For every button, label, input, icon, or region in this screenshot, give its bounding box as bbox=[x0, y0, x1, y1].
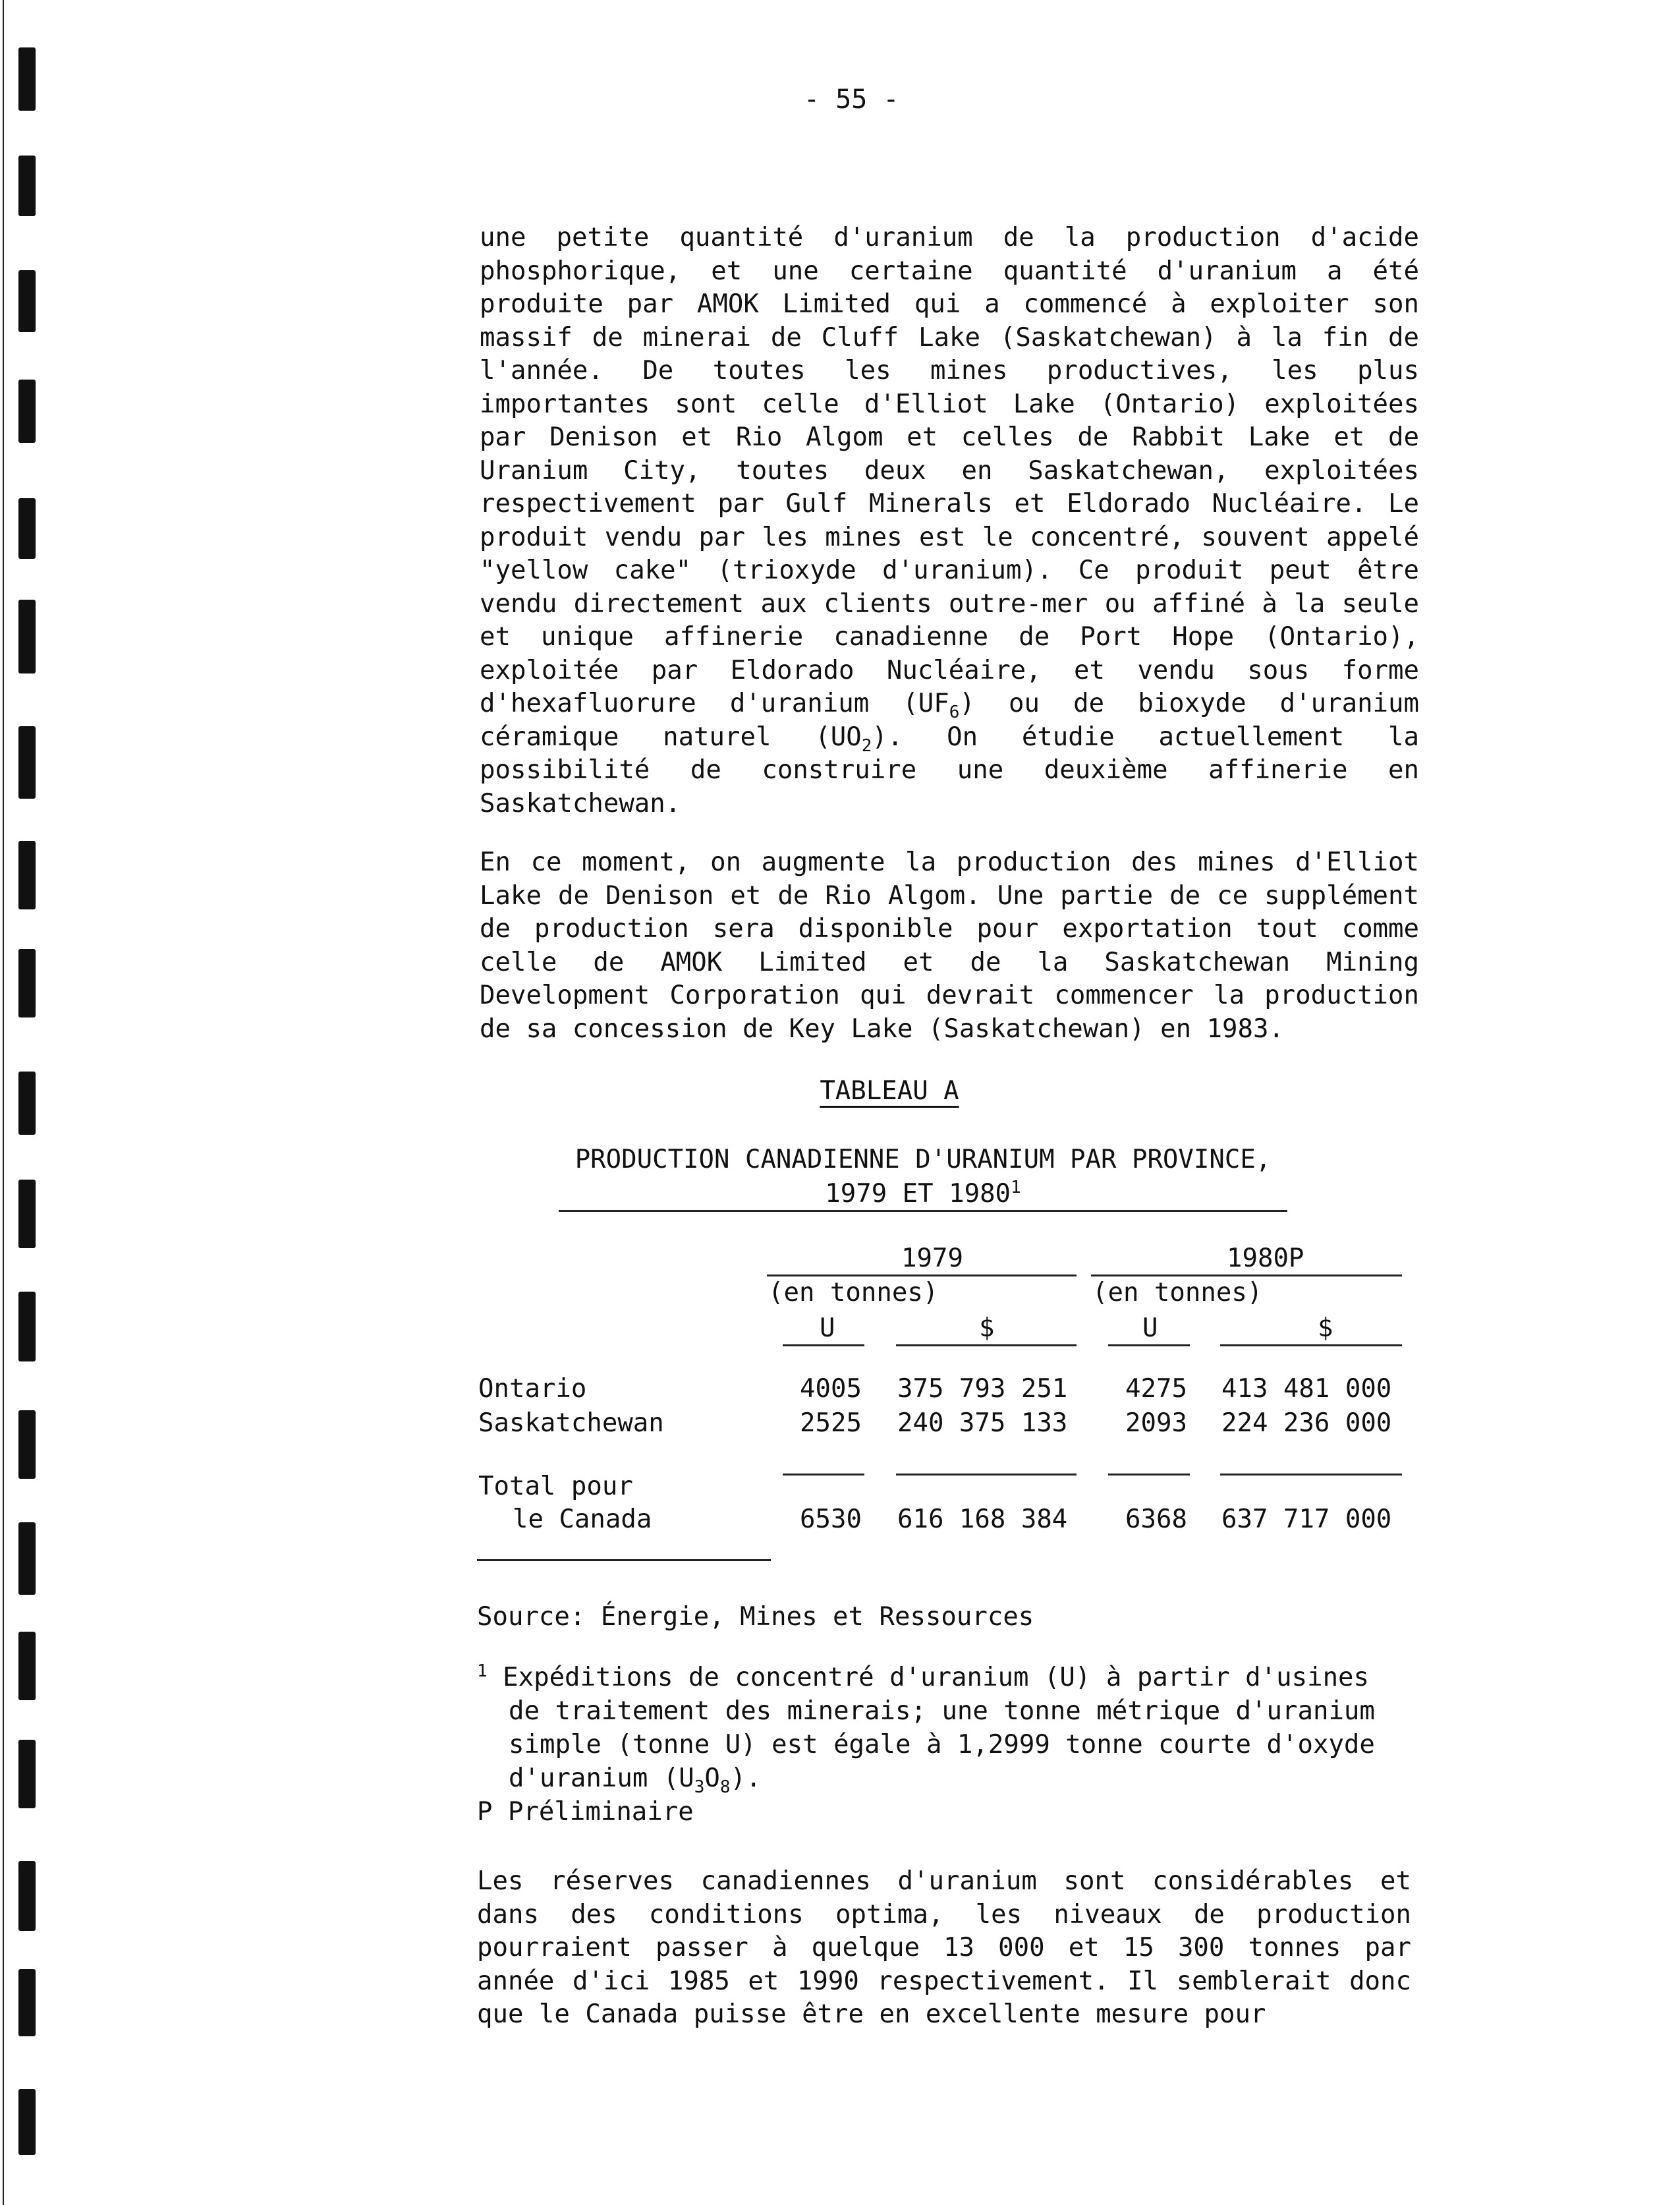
footnote-text: d'uranium (U bbox=[509, 1763, 694, 1793]
total-u-1979: 6530 bbox=[800, 1504, 862, 1534]
footnote-line bbox=[477, 1761, 1419, 1795]
binding-mark bbox=[18, 841, 36, 909]
column-header-u: U bbox=[820, 1313, 835, 1343]
cell-u-1979: 4005 bbox=[800, 1374, 862, 1404]
binding-mark bbox=[18, 1410, 36, 1479]
total-rule bbox=[1108, 1474, 1190, 1475]
footnote-text: ). bbox=[730, 1763, 762, 1793]
paragraph-text: ) ou de bioxyde d'uranium céramique naturel (UO bbox=[480, 689, 1419, 752]
footnote-mark: 1 bbox=[1011, 1178, 1021, 1197]
subscript: 8 bbox=[719, 1777, 731, 1797]
cell-dollar-1980: 224 236 000 bbox=[1221, 1408, 1392, 1438]
binding-mark bbox=[18, 47, 36, 111]
body-paragraph bbox=[480, 221, 1419, 820]
binding-mark bbox=[18, 1072, 36, 1135]
footnote-mark: 1 bbox=[477, 1661, 488, 1681]
unit-label: (en tonnes) bbox=[768, 1278, 939, 1307]
binding-mark bbox=[18, 156, 36, 216]
footnote-line bbox=[477, 1661, 1419, 1694]
unit-label: (en tonnes) bbox=[1092, 1278, 1263, 1307]
total-rule bbox=[896, 1474, 1077, 1475]
table-title-line bbox=[559, 1177, 1287, 1211]
total-dollar-1980: 637 717 000 bbox=[1221, 1504, 1392, 1534]
subscript: 6 bbox=[949, 702, 960, 722]
footnote-line: simple (tonne U) est égale à 1,2999 tonne courte d'oxyde bbox=[509, 1730, 1375, 1760]
row-label: Saskatchewan bbox=[478, 1408, 664, 1438]
binding-mark bbox=[18, 270, 36, 332]
binding-mark bbox=[18, 1292, 36, 1361]
scan-edge-line bbox=[3, 0, 4, 2205]
footnote-line: P Préliminaire bbox=[477, 1797, 694, 1827]
binding-mark bbox=[18, 2089, 36, 2155]
body-paragraph: Les réserves canadiennes d'uranium sont considérables et dans des conditions optima, les niveaux de production pourraient passer à quelque 13 000 et 15 300 tonnes par année d'ici 1985 et 1990 respectivement. Il semblerait donc que le Canada puisse être en excellente mesure pour bbox=[477, 1866, 1411, 2029]
cell-dollar-1980: 413 481 000 bbox=[1221, 1374, 1392, 1404]
table-title-years: 1979 ET 1980 bbox=[825, 1179, 1011, 1209]
column-header-u: U bbox=[1142, 1313, 1158, 1343]
body-paragraph: En ce moment, on augmente la production des mines d'Elliot Lake de Denison et de Rio Algom. Une partie de ce supplément de production sera disponible pour exportation tout comme celle de AMOK Limited et de la Saskatchewan Mining Development Corporation qui devrait commencer la production de sa concession de Key Lake (Saskatchewan) en 1983. bbox=[480, 847, 1419, 1044]
cell-u-1980: 2093 bbox=[1125, 1408, 1187, 1438]
column-rule bbox=[1220, 1344, 1402, 1346]
binding-mark bbox=[18, 1740, 36, 1808]
cell-u-1980: 4275 bbox=[1125, 1374, 1187, 1404]
table-title-line: PRODUCTION CANADIENNE D'URANIUM PAR PROVINCE, bbox=[574, 1145, 1272, 1174]
total-rule bbox=[783, 1474, 864, 1475]
total-label: Total pour bbox=[478, 1472, 633, 1501]
subscript: 2 bbox=[861, 735, 872, 756]
binding-mark bbox=[18, 380, 36, 443]
column-rule bbox=[783, 1344, 864, 1346]
total-rule bbox=[1220, 1474, 1402, 1475]
total-u-1980: 6368 bbox=[1125, 1504, 1187, 1534]
cell-dollar-1979: 240 375 133 bbox=[897, 1408, 1068, 1438]
binding-mark bbox=[18, 1632, 36, 1700]
column-header-dollar: $ bbox=[979, 1313, 995, 1343]
footnote bbox=[477, 1661, 1419, 1829]
binding-mark bbox=[18, 949, 36, 1017]
table-label: TABLEAU A bbox=[820, 1076, 959, 1106]
row-label: Ontario bbox=[478, 1374, 587, 1404]
source-rule bbox=[477, 1559, 771, 1561]
page-number: - 55 - bbox=[804, 84, 899, 115]
column-rule bbox=[1108, 1344, 1190, 1346]
year-header-1979: 1979 bbox=[901, 1244, 963, 1273]
cell-u-1979: 2525 bbox=[800, 1408, 862, 1438]
year-header-1980: 1980P bbox=[1227, 1244, 1304, 1273]
subscript: 3 bbox=[694, 1777, 705, 1797]
paragraph-text: ). On étudie actuellement la possibilité de construire une deuxième affinerie en Saskatchewan. bbox=[480, 722, 1419, 818]
column-rule bbox=[896, 1344, 1077, 1346]
footnote-line: de traitement des minerais; une tonne métrique d'uranium bbox=[509, 1696, 1375, 1726]
binding-mark bbox=[18, 1969, 36, 2036]
footnote-text: Expéditions de concentré d'uranium (U) à partir d'usines bbox=[503, 1663, 1370, 1692]
source-note: Source: Énergie, Mines et Ressources bbox=[477, 1602, 1034, 1632]
total-dollar-1979: 616 168 384 bbox=[897, 1504, 1068, 1534]
binding-mark bbox=[18, 498, 36, 559]
table-title bbox=[559, 1143, 1287, 1211]
footnote-text: O bbox=[704, 1763, 720, 1793]
column-header-dollar: $ bbox=[1318, 1313, 1333, 1343]
paragraph-text: une petite quantité d'uranium de la production d'acide phosphorique, et une certaine quantité d'uranium a été produite par AMOK Limited qui a commencé à exploiter son massif de minerai de Cluff Lake (Saskatchewan) à la fin de l'année. De toutes les mines productives, les plus importantes sont celle d'Elliot Lake (Ontario) exploitées par Denison et Rio Algom et celles de Rabbit Lake et de Uranium City, toutes deux en Saskatchewan, exploitées respectivement par Gulf Minerals et Eldorado Nucléaire. Le produit vendu par les mines est le concentré, souvent appelé "yellow cake" (trioxyde d'uranium). Ce produit peut être vendu directement aux clients outre-mer ou affiné à la seule et unique affinerie canadienne de Port Hope (Ontario), exploitée par Eldorado Nucléaire, et vendu sous forme d'hexafluorure d'uranium (UF bbox=[480, 223, 1419, 718]
binding-mark bbox=[18, 1861, 36, 1931]
table-title-rule bbox=[559, 1210, 1287, 1212]
binding-mark bbox=[18, 1180, 36, 1248]
binding-mark bbox=[18, 726, 36, 799]
binding-mark bbox=[18, 600, 36, 673]
total-label: le Canada bbox=[513, 1504, 652, 1534]
cell-dollar-1979: 375 793 251 bbox=[897, 1374, 1068, 1404]
binding-mark bbox=[18, 1522, 36, 1595]
